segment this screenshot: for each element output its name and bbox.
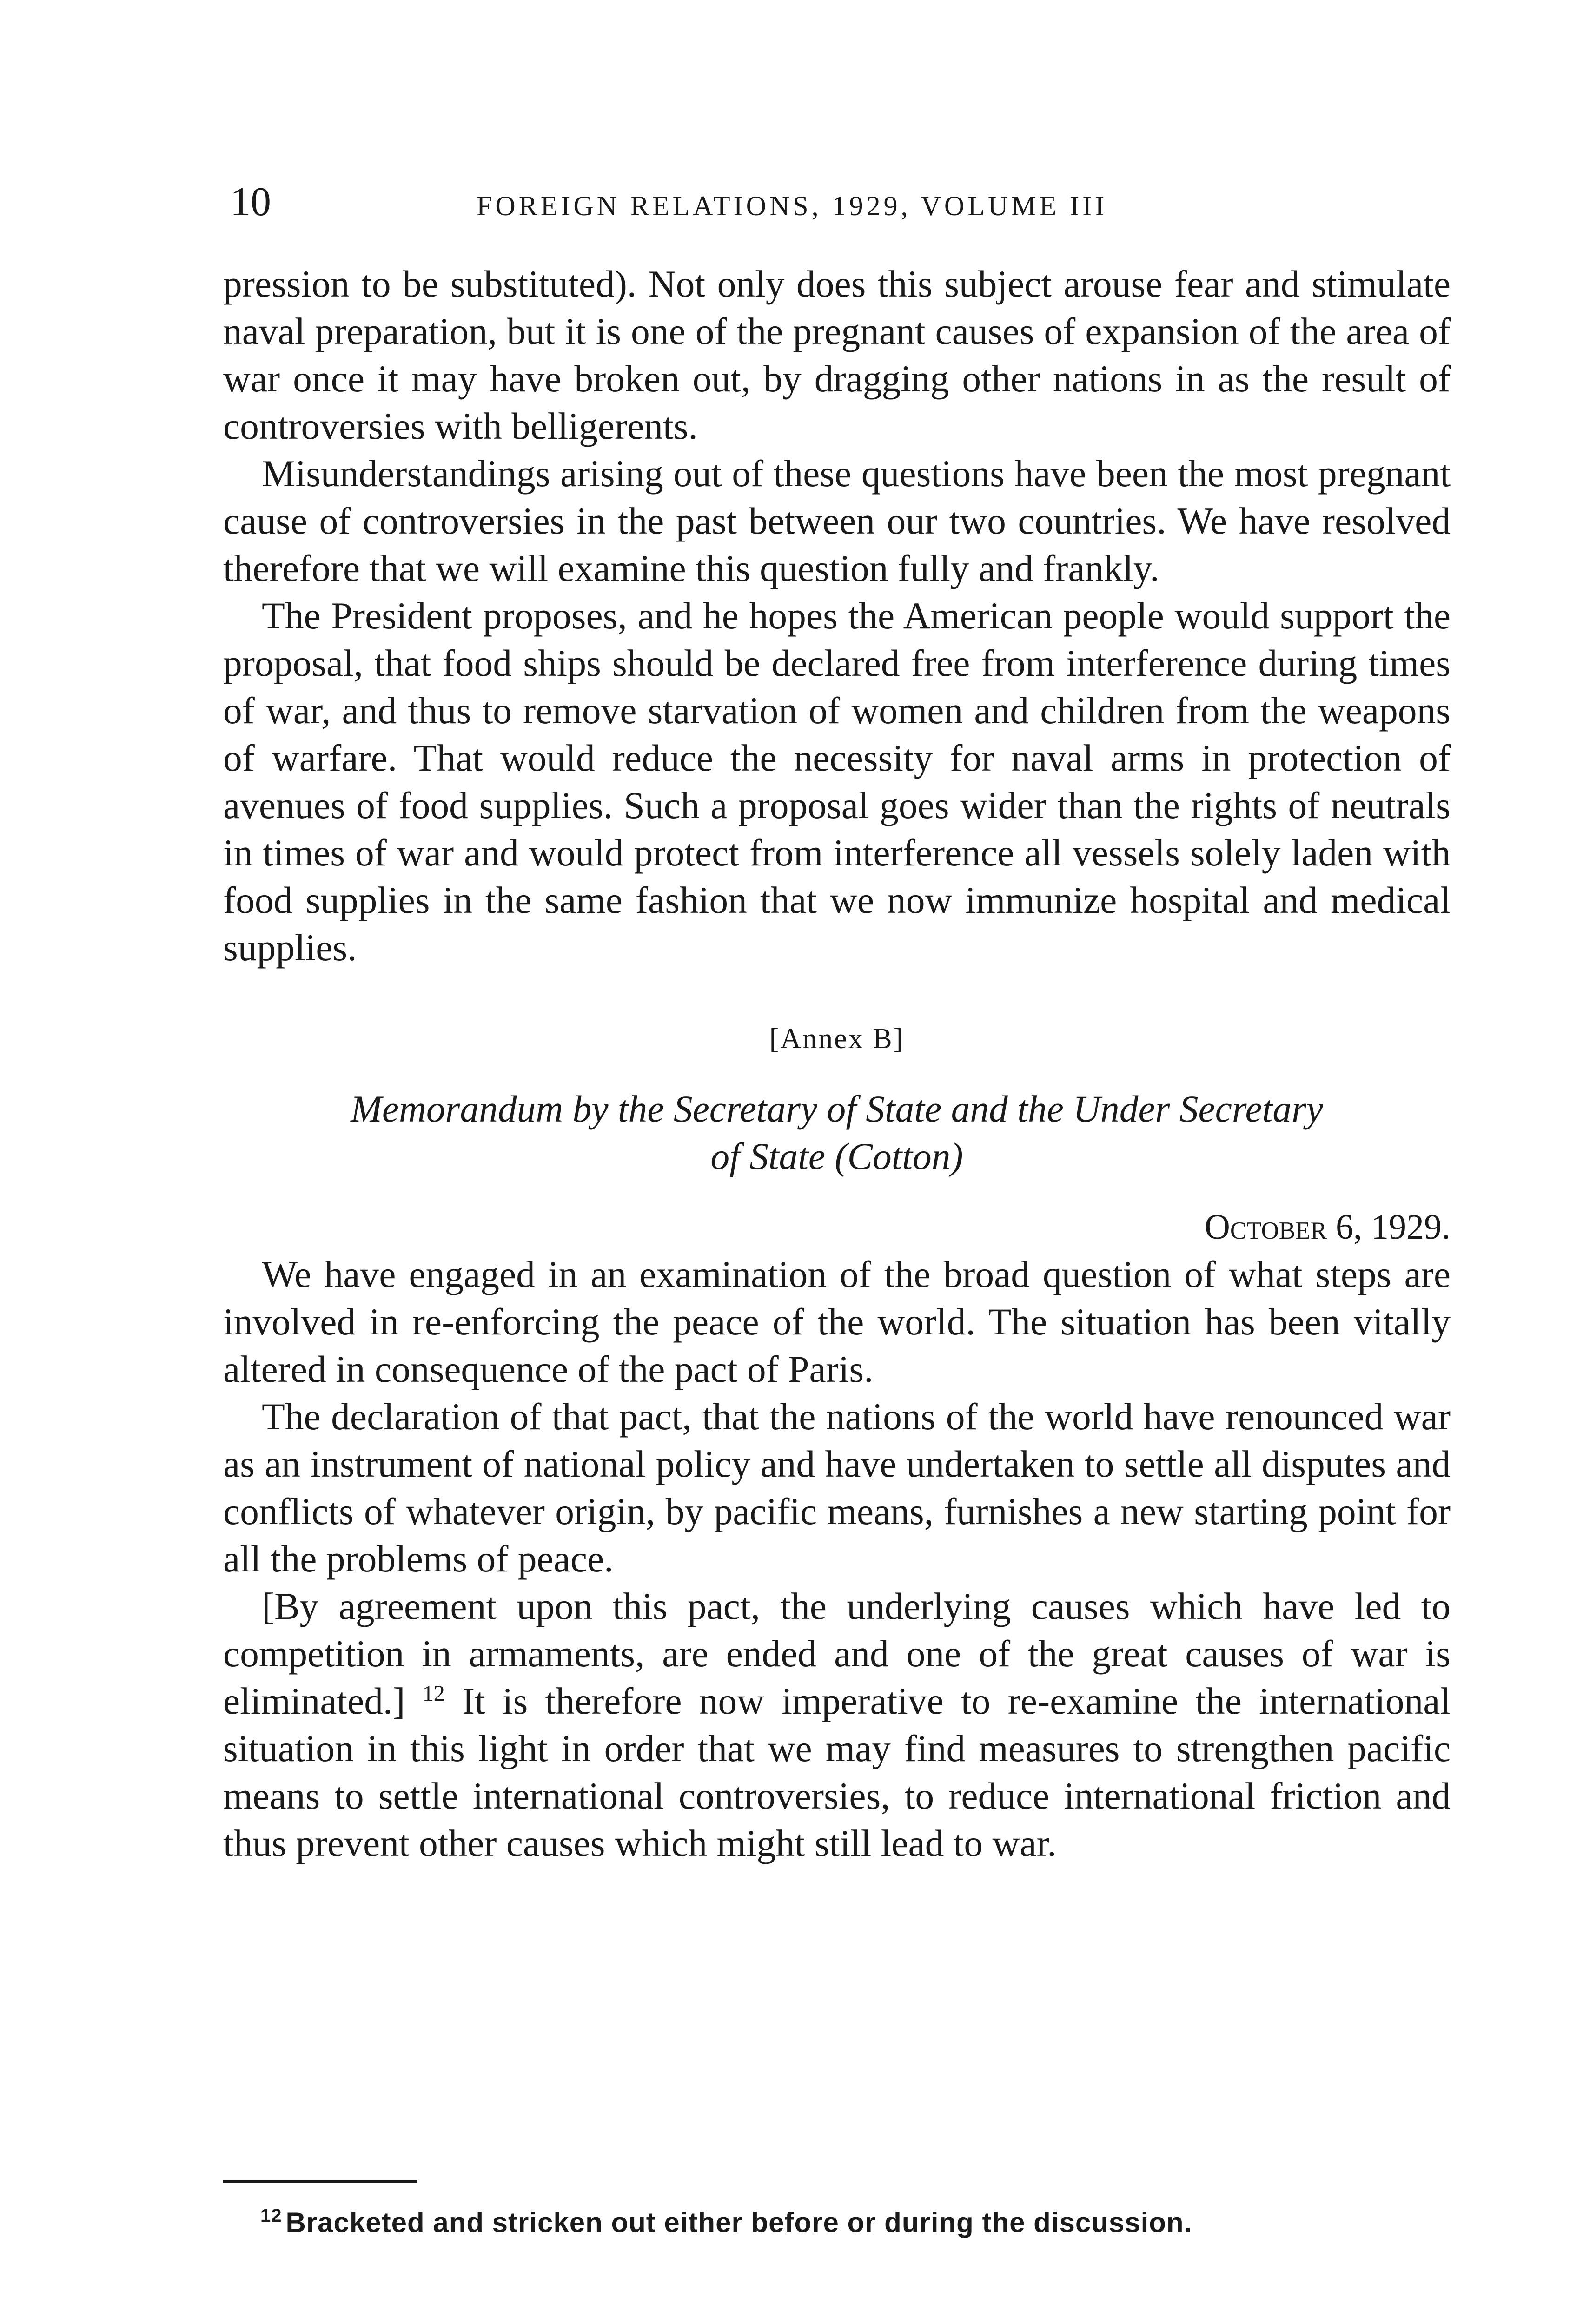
date-month: October [1204,1208,1327,1247]
page-number: 10 [230,179,271,224]
footnote-mark: 12 [260,2205,282,2226]
memo-paragraph-declaration: The declaration of that pact, that the nations of the world have renounced war as an instrument of national policy and have undertaken to settle all disputes and conflicts of whatever origin, by pacific means, furnishes a new starting point for all the problems of peace. [223,1395,1451,1580]
memorandum-title-line-2: of State (Cotton) [710,1135,963,1177]
footnote-text: Bracketed and stricken out either before or during the discussion. [285,2207,1192,2238]
memorandum-date [223,1203,1451,1251]
footnote-divider [223,2180,417,2183]
running-head: FOREIGN RELATIONS, 1929, VOLUME III [477,191,1108,221]
footnote-reference: 12 [422,1681,445,1706]
paragraph-misunderstandings: Misunderstandings arising out of these questions have been the most pregnant cause of controversies in the past between our two countries. We have resolved therefore that we will examine this question fully and frankly. [223,452,1451,589]
paragraph-president-proposes: The President proposes, and he hopes the American people would support the proposal, that food ships should be declared free from interference during times of war, and thus to remove starvation of women and children from the weapons of warfare. That would reduce the necessity for naval arms in protection of avenues of food supplies. Such a proposal goes wider than the rights of neutrals in times of war and would protect from interference all vessels solely laden with food supplies in the same fashion that we now immunize hospital and medical supplies. [223,594,1451,969]
annex-heading: [Annex B] [769,1023,905,1055]
paragraph-continued: pression to be substituted). Not only does this subject arouse fear and stimulate naval preparation, but it is one of the pregnant causes of expansion of the area of war once it may have broken out, by dragging other nations in as the result of controversies with belligerents. [223,263,1451,447]
footnote [260,2203,1441,2242]
bracketed-text: [By agreement upon this pact, the underlying causes which have led to competition in armaments, are ended and one of the great causes of war is eliminated.] [223,1585,1451,1722]
memo-paragraph-agreement [223,1583,1451,1867]
date-day-year: 6, 1929. [1327,1208,1451,1247]
body-text [223,260,1451,1867]
memo-paragraph-agreement-rest: It is therefore now imperative to re-examine the international situation in this light in order that we may find measures to strengthen pacific means to settle international controversies, to reduce international friction and thus prevent other causes which might still lead to war. [223,1680,1451,1864]
memorandum-title-line-1: Memorandum by the Secretary of State and the Under Secretary [350,1088,1324,1130]
memorandum-title [223,1085,1451,1180]
memo-paragraph-examination: We have engaged in an examination of the broad question of what steps are involved in re-enforcing the peace of the world. The situation has been vitally altered in consequence of the pact of Paris. [223,1253,1451,1390]
page-header [230,177,1448,228]
